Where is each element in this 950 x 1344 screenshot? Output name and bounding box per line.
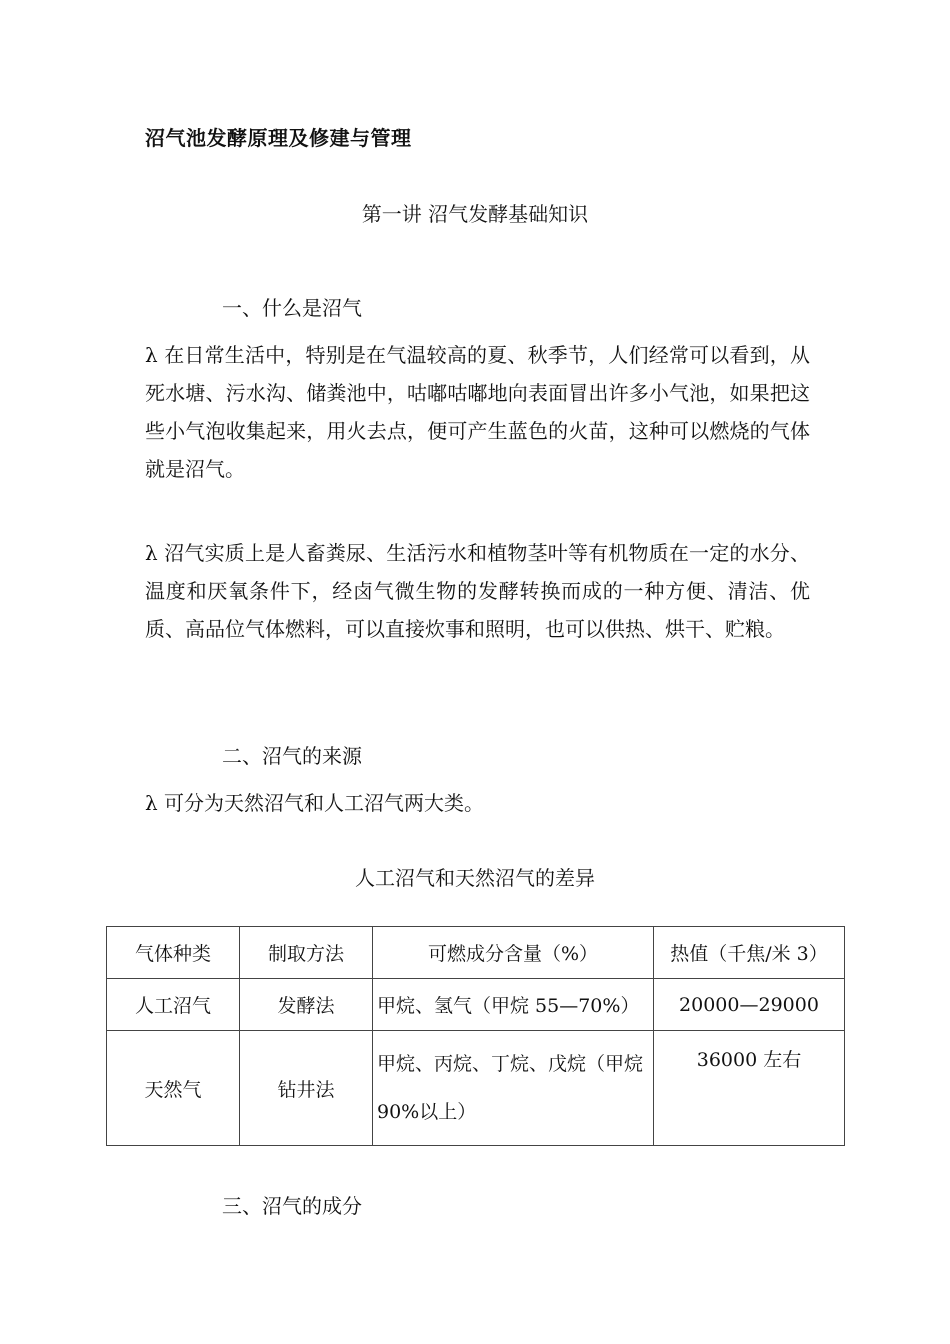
table-header-row bbox=[107, 927, 845, 979]
comparison-table bbox=[106, 926, 845, 1146]
table-caption: 人工沼气和天然沼气的差异 bbox=[355, 866, 595, 890]
paragraph-biogas-essence: λ 沼气实质上是人畜粪尿、生活污水和植物茎叶等有机物质在一定的水分、温度和厌氧条件下，经卤气微生物的发酵转换而成的一种方便、清洁、优质、高品位气体燃料，可以直接炊事和照明，也可以供热、烘干、贮粮。 bbox=[145, 541, 810, 641]
lecture-title: 第一讲 沼气发酵基础知识 bbox=[361, 202, 589, 226]
table-cell: 甲烷、丙烷、丁烷、戊烷（甲烷 90%以上） bbox=[373, 1031, 654, 1146]
table-cell: 36000 左右 bbox=[654, 1031, 845, 1146]
table-cell: 甲烷、氢气（甲烷 55—70%） bbox=[373, 979, 654, 1031]
table-row bbox=[107, 979, 845, 1031]
table-cell: 发酵法 bbox=[240, 979, 373, 1031]
table-row bbox=[107, 1031, 845, 1146]
table-header-cell: 气体种类 bbox=[107, 927, 240, 979]
table-header-cell: 可燃成分含量（%） bbox=[373, 927, 654, 979]
section-heading-2: 二、沼气的来源 bbox=[222, 744, 362, 768]
table-cell: 人工沼气 bbox=[107, 979, 240, 1031]
paragraph-biogas-sources: λ 可分为天然沼气和人工沼气两大类。 bbox=[145, 791, 485, 815]
table-header-cell: 制取方法 bbox=[240, 927, 373, 979]
paragraph-what-is-biogas: λ 在日常生活中，特别是在气温较高的夏、秋季节，人们经常可以看到，从死水塘、污水沟、储粪池中，咕嘟咕嘟地向表面冒出许多小气池，如果把这些小气泡收集起来，用火去点，便可产生蓝色的火苗，这种可以燃烧的气体就是沼气。 bbox=[145, 343, 810, 481]
table-cell: 钻井法 bbox=[240, 1031, 373, 1146]
section-heading-3: 三、沼气的成分 bbox=[222, 1194, 362, 1218]
section-heading-1: 一、什么是沼气 bbox=[222, 296, 362, 320]
table-cell: 20000—29000 bbox=[654, 979, 845, 1031]
document-title: 沼气池发酵原理及修建与管理 bbox=[145, 126, 412, 150]
table-header-cell: 热值（千焦/米 3） bbox=[654, 927, 845, 979]
table-cell: 天然气 bbox=[107, 1031, 240, 1146]
